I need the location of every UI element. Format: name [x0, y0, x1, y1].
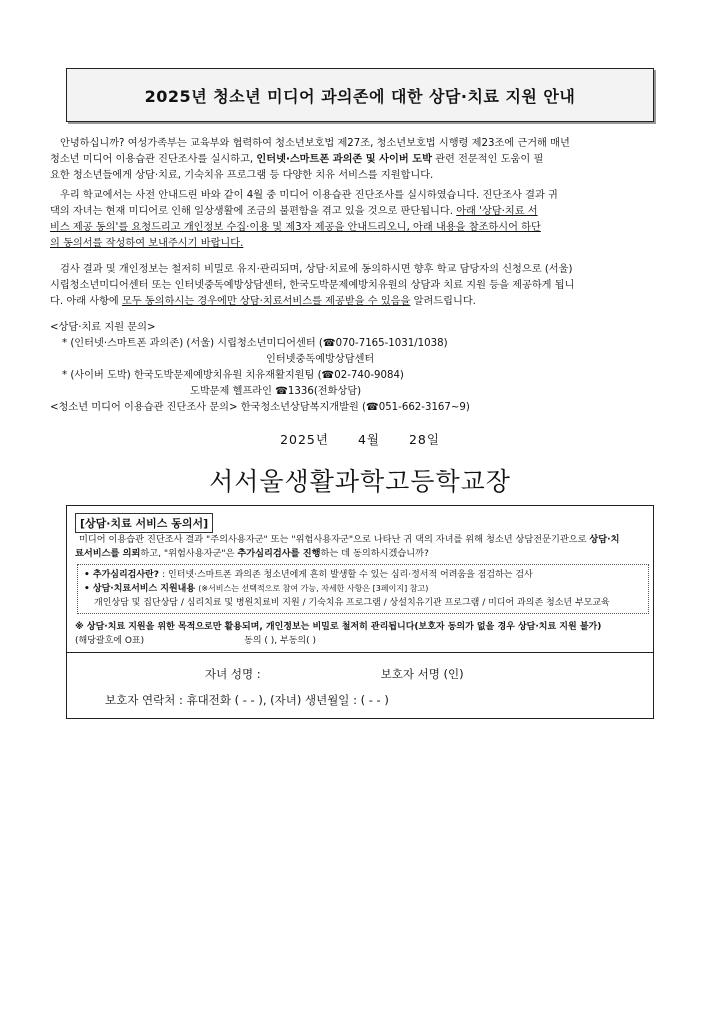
consent-title: [상담·치료 서비스 동의서]	[75, 513, 213, 533]
inquiry-header: <상담·치료 지원 문의>	[50, 322, 156, 333]
consent-q2d: 하는 데 동의하시겠습니까?	[320, 548, 429, 559]
intro-paragraph	[50, 136, 670, 184]
inquiry-section	[50, 320, 680, 416]
signature-row-1	[67, 661, 653, 687]
notice-date	[0, 430, 720, 448]
intro-line-2b: 인터넷·스마트폰 과의존 및 사이버 도박	[256, 154, 432, 165]
inquiry-survey: <청소년 미디어 이용습관 진단조사 문의> 한국청소년상담복지개발원 (☎051-662-3167~9)	[50, 402, 470, 413]
consent-q2c: 추가심리검사를 진행	[237, 548, 321, 559]
inquiry-gambling: * (사이버 도박) 한국도박문제예방치유원 치유재활지원팀 (☎02-740-9084)	[62, 370, 404, 381]
consent-choice-row	[75, 634, 650, 648]
signature-section	[67, 661, 653, 713]
guardian-signature-field[interactable]: 보호자 서명 (인)	[380, 667, 464, 681]
intro-line-3: 요한 청소년들에게 상담·치료, 기숙치유 프로그램 등 다양한 치유 서비스를 지원합니다.	[50, 170, 434, 181]
details-psych-test	[84, 568, 642, 582]
consent-note	[75, 620, 650, 648]
privacy-notice: ※ 상담·치료 지원을 위한 목적으로만 활용되며, 개인정보는 비밀로 철저히 관리됩니다(보호자 동의가 없을 경우 상담·치료 지원 불가)	[75, 622, 602, 632]
consent-q2b: 하고, "위험사용자군"은	[140, 548, 238, 559]
consent-question	[75, 533, 647, 561]
mark-instruction: (해당괄호에 O표)	[75, 636, 145, 646]
intro-line-2	[50, 152, 670, 168]
consent-q1a: 미디어 이용습관 진단조사 결과 "주의사용자군" 또는 "위험사용자군"으로 나타난 귀 댁의 자녀를 위해 청소년 상담전문기관으로	[79, 534, 590, 545]
privacy-line-3a: 다. 아래 사항에	[50, 296, 122, 307]
privacy-line-3	[50, 294, 670, 310]
intro-line-2a: 청소년 미디어 이용습관 진단조사를 실시하고,	[50, 154, 257, 165]
result-line-2b: 아래 '상담·치료 서	[456, 206, 538, 217]
date-year: 2025년	[280, 432, 329, 447]
details-psych-test-desc: : 인터넷·스마트폰 과의존 청소년에게 흔히 발생할 수 있는 심리·정서적 어려움을 점검하는 검사	[162, 570, 533, 580]
details-services-note: (※서비스는 선택적으로 참여 가능, 자세한 사항은 [3페이지] 참고)	[198, 584, 429, 593]
consent-q1b: 상담·치	[589, 534, 620, 545]
details-services	[84, 582, 642, 596]
consent-question-line-2	[75, 547, 647, 561]
child-name-field[interactable]: 자녀 성명 :	[205, 667, 261, 681]
consent-question-line-1	[75, 533, 647, 547]
consent-choice[interactable]: 동의 ( ), 부동의( )	[244, 636, 316, 646]
consent-form	[66, 505, 654, 719]
notice-title-box	[66, 68, 654, 122]
privacy-line-1: 검사 결과 및 개인정보는 철저히 비밀로 유지·관리되며, 상담·치료에 동의하시면 향후 학교 담당자의 신청으로 (서울)	[60, 264, 573, 275]
inquiry-helpline: 도박문제 헬프라인 ☎1336(전화상담)	[190, 386, 362, 397]
principal-signature: 서서울생활과학고등학교장	[209, 467, 511, 496]
inquiry-internet-center: 인터넷중독예방상담센터	[266, 354, 375, 365]
privacy-paragraph	[50, 262, 670, 310]
notice-title: 2025년 청소년 미디어 과의존에 대한 상담·치료 지원 안내	[144, 86, 576, 106]
details-psych-test-label: • 추가심리검사란?	[84, 570, 163, 580]
date-day: 28일	[408, 432, 440, 447]
result-line-2	[50, 204, 670, 220]
result-line-3: 비스 제공 동의'를 요청드리고 개인정보 수집·이용 및 제3자 제공을 안내드리오니, 아래 내용을 참조하시어 하단	[50, 222, 541, 233]
details-services-list: 개인상담 및 집단상담 / 심리치료 및 병원치료비 지원 / 기숙치유 프로그램 / 상설치유기관 프로그램 / 미디어 과의존 청소년 부모교육	[94, 598, 610, 608]
privacy-line-3b: 모두 동의하시는 경우에만 상담·치료서비스를 제공받을 수 있음을	[122, 296, 411, 307]
contact-field[interactable]: 보호자 연락처 : 휴대전화 ( - - ), (자녀) 생년월일 : ( - - )	[105, 693, 389, 707]
result-line-1: 우리 학교에서는 사전 안내드린 바와 같이 4월 중 미디어 이용습관 진단조사를 실시하였습니다. 진단조사 결과 귀	[60, 190, 558, 201]
privacy-line-3c: 알려드립니다.	[410, 296, 476, 307]
details-services-label: • 상담·치료서비스 지원내용	[84, 584, 199, 594]
result-line-2a: 댁의 자녀는 현재 미디어로 인해 일상생활에 조금의 불편함을 겪고 있을 것으로 판단됩니다.	[50, 206, 457, 217]
consent-divider	[67, 652, 653, 653]
result-paragraph	[50, 188, 670, 252]
consent-details-box	[77, 564, 649, 614]
intro-line-2c: 관련 전문적인 도움이 필	[431, 154, 544, 165]
date-month: 4월	[357, 432, 380, 447]
intro-line-1: 안녕하십니까? 여성가족부는 교육부와 협력하여 청소년보호법 제27조, 청소년보호법 시행령 제23조에 근거해 매년	[60, 138, 570, 149]
inquiry-internet: * (인터넷·스마트폰 과의존) (서울) 시립청소년미디어센터 (☎070-7165-1031/1038)	[62, 338, 448, 349]
consent-q2a: 료서비스를 의뢰	[75, 548, 141, 559]
privacy-line-2: 시립청소년미디어센터 또는 인터넷중독예방상담센터, 한국도박문제예방치유원의 상담과 치료 지원 등을 제공하게 됩니	[50, 280, 575, 291]
result-line-4: 의 동의서를 작성하여 보내주시기 바랍니다.	[50, 238, 244, 249]
